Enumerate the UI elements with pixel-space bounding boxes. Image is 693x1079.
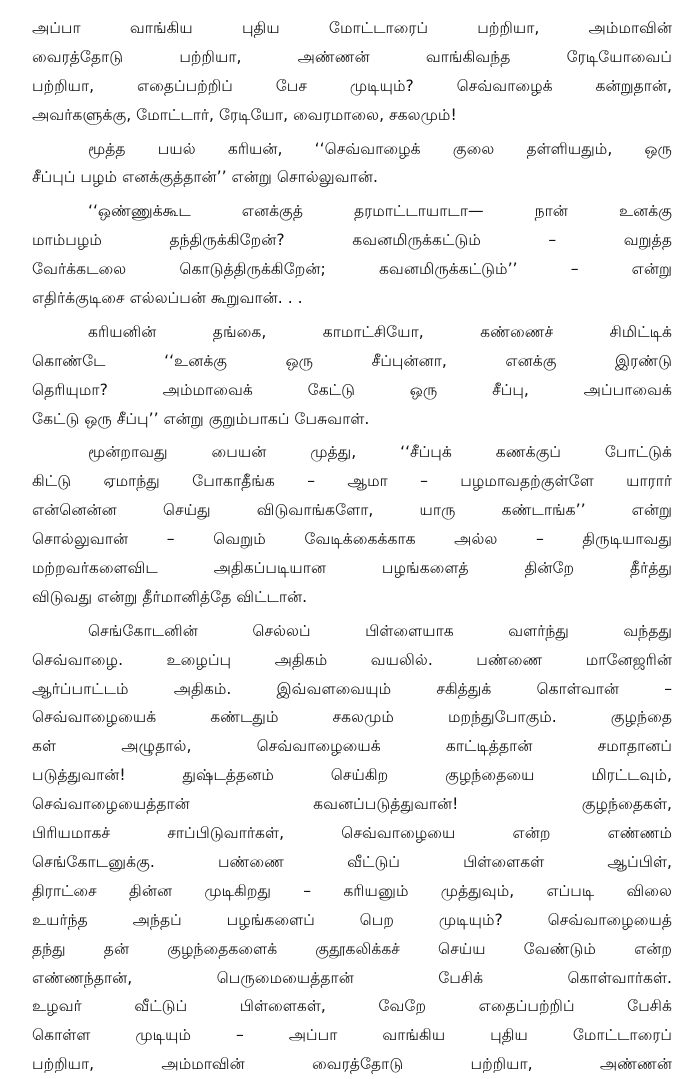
paragraph [32,438,672,611]
text-line: உழவர் வீட்டுப் பிள்ளைகள், வேறே எதைப்பற்றிப் பேசிக் [32,997,672,1016]
text-line: கொள்ள முடியும் – அப்பா வாங்கிய புதிய மோட்டாரைப் [32,1026,672,1045]
paragraph [32,135,672,193]
text-line: எதிர்க்குடிசை எல்லப்பன் கூறுவான். . . [32,289,303,308]
text-line: பற்றியா, எதைப்பற்றிப் பேச முடியும்? செவ்வாழைக் கன்றுதான், [32,76,672,95]
paragraph [32,318,672,434]
text-line: கிட்டு ஏமாந்து போகாதீங்க – ஆமா – பழமாவதற்குள்ளே யாரார் [32,472,672,491]
text-line: வேர்க்கடலை கொடுத்திருக்கிறேன்; கவனமிருக்கட்டும்’’ – என்று [32,260,672,279]
text-line: கரியனின் தங்கை, காமாட்சியோ, கண்ணைச் சிமிட்டிக் [88,322,672,341]
text-line: விடுவது என்று தீர்மானித்தே விட்டான். [32,587,308,606]
paragraph [32,617,672,1079]
text-line: சொல்லுவான் – வெறும் வேடிக்கைக்காக அல்ல – திருடியாவது [32,530,672,549]
text-line: செங்கோடனுக்கு. பண்ணை வீட்டுப் பிள்ளைகள் ஆப்பிள், [32,852,672,871]
text-line: உயர்ந்த அந்தப் பழங்களைப் பெற முடியும்? செவ்வாழையைத் [32,910,672,929]
text-line: ‘‘ஒண்ணுக்கூட எனக்குத் தரமாட்டாயாடா— நான் உனக்கு [88,202,672,221]
text-line: மற்றவர்களைவிட அதிகப்படியான பழங்களைத் தின்றே தீர்த்து [32,559,672,578]
text-line: திராட்சை தின்ன முடிகிறது – கரியனும் முத்துவும், எப்படி விலை [32,881,672,900]
text-line: செவ்வாழையைத்தான் கவனப்படுத்துவான்! குழந்தைகள், [32,795,672,814]
text-line: அவர்களுக்கு, மோட்டார், ரேடியோ, வைரமாலை, சகலமும்! [32,105,457,124]
text-line: எண்ணந்தான், பெருமையைத்தான் பேசிக் கொள்வார்கள். [32,968,672,987]
text-line: கேட்டு ஒரு சீப்பு’’ என்று குறும்பாகப் பேசுவாள். [32,409,370,428]
text-line: என்னென்ன செய்து விடுவாங்களோ, யாரு கண்டாங்க’’ என்று [32,501,672,520]
text-line: செவ்வாழை. உழைப்பு அதிகம் வயலில். பண்ணை மானேஜரின் [32,650,672,669]
text-line: சீப்புப் பழம் எனக்குத்தான்’’ என்று சொல்லுவான். [32,168,378,187]
document-page [32,14,672,1079]
text-line: மூத்த பயல் கரியன், ‘‘செவ்வாழைக் குலை தள்ளியதும், ஒரு [88,139,672,158]
text-line: மாம்பழம் தந்திருக்கிறேன்? கவனமிருக்கட்டும் – வறுத்த [32,231,672,250]
paragraph [32,197,672,313]
text-line: செவ்வாழையைக் கண்டதும் சகலமும் மறந்துபோகும். குழந்தை [32,708,672,727]
text-line: தெரியுமா? அம்மாவைக் கேட்டு ஒரு சீப்பு, அப்பாவைக் [32,380,672,399]
text-line: மூன்றாவது பையன் முத்து, ‘‘சீப்புக் கணக்குப் போட்டுக் [88,443,672,462]
text-line: செங்கோடனின் செல்லப் பிள்ளையாக வளர்ந்து வந்தது [88,621,672,640]
text-line: அப்பா வாங்கிய புதிய மோட்டாரைப் பற்றியா, அம்மாவின் [32,19,672,37]
text-line: பற்றியா, அம்மாவின் வைரத்தோடு பற்றியா, அண்ணன் [32,1055,672,1074]
text-line: வைரத்தோடு பற்றியா, அண்ணன் வாங்கிவந்த ரேடியோவைப் [32,47,672,66]
text-line: தந்து தன் குழந்தைகளைக் குதூகலிக்கச் செய்ய வேண்டும் என்ற [32,939,672,958]
text-line: ஆர்ப்பாட்டம் அதிகம். இவ்வளவையும் சகித்துக் கொள்வான் – [32,679,672,698]
text-line: பிரியமாகச் சாப்பிடுவார்கள், செவ்வாழையை என்ற எண்ணம் [32,824,672,843]
paragraph [32,14,672,130]
text-line: படுத்துவான்! துஷ்டத்தனம் செய்கிற குழந்தையை மிரட்டவும், [32,766,672,785]
text-line: கொண்டே ‘‘உனக்கு ஒரு சீப்புன்னா, எனக்கு இரண்டு [32,351,672,370]
text-line: கள் அழுதால், செவ்வாழையைக் காட்டித்தான் சமாதானப் [32,737,672,756]
